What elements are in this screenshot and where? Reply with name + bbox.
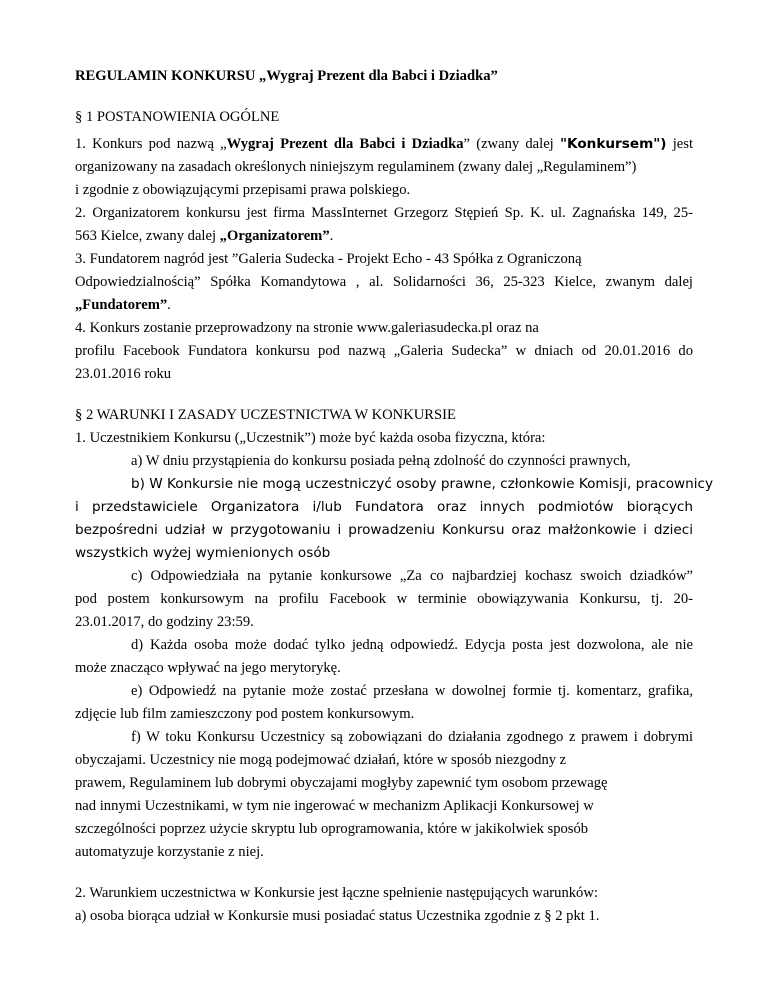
s1-p1-line3: i zgodnie z obowiązującymi przepisami prawa polskiego. — [75, 182, 411, 198]
s1-p2-line2 — [75, 226, 693, 246]
section-2-heading: § 2 WARUNKI I ZASADY UCZESTNICTWA W KONKURSIE — [75, 407, 456, 423]
s2-item-f-line2: obyczajami. Uczestnicy nie mogą podejmować działań, które w sposób niezgodny z — [75, 752, 567, 768]
s2-item-c-line2: pod postem konkursowym na profilu Facebook w terminie obowiązywania Konkursu, tj. 20- — [75, 591, 693, 607]
konkursem-bold: "Konkursem") — [559, 136, 667, 152]
s2-item-d-line1: d) Każda osoba może dodać tylko jedną odpowiedź. Edycja posta jest dozwolona, ale nie — [131, 637, 693, 653]
text-run: 563 Kielce, zwany dalej — [75, 228, 220, 244]
text-run: . — [329, 228, 334, 244]
s2-item-f-line1: f) W toku Konkursu Uczestnicy są zobowiązani do działania zgodnego z prawem i dobrymi — [131, 729, 693, 745]
s1-p4-line3: 23.01.2016 roku — [75, 366, 172, 382]
s1-p4-line1: 4. Konkurs zostanie przeprowadzony na stronie www.galeriasudecka.pl oraz na — [75, 320, 539, 336]
section-1-heading: § 1 POSTANOWIENIA OGÓLNE — [75, 109, 280, 125]
s2-item-b-line2: i przedstawiciele Organizatora i/lub Fundatora oraz innych podmiotów biorących — [75, 499, 693, 515]
s2-p1: 1. Uczestnikiem Konkursu („Uczestnik”) może być każda osoba fizyczna, która: — [75, 430, 546, 446]
s1-p4-line2: profilu Facebook Fundatora konkursu pod nazwą „Galeria Sudecka” w dniach od 20.01.2016 do — [75, 343, 693, 359]
s1-p3-line3 — [75, 295, 693, 315]
s1-p2-line1: 2. Organizatorem konkursu jest firma MassInternet Grzegorz Stępień Sp. K. ul. Zagnańska 149, 25- — [75, 205, 693, 221]
s1-p1-line2: organizowany na zasadach określonych niniejszym regulaminem (zwany dalej „Regulaminem”) — [75, 159, 637, 175]
text-run: jest — [666, 136, 693, 152]
s2-item-f-line5: szczególności poprzez użycie skryptu lub oprogramowania, które w jakikolwiek sposób — [75, 821, 589, 837]
document-title: REGULAMIN KONKURSU „Wygraj Prezent dla Babci i Dziadka” — [75, 68, 498, 84]
s2-item-b-line1: b) W Konkursie nie mogą uczestniczyć osoby prawne, członkowie Komisji, pracownicy — [131, 476, 714, 492]
s2-item-f-line3: prawem, Regulaminem lub dobrymi obyczajami mogłyby zapewnić tym osobom przewagę — [75, 775, 608, 791]
text-run: 1. Konkurs pod nazwą „ — [75, 136, 227, 152]
fundator-bold: „Fundatorem” — [75, 297, 168, 313]
s2-item-c-line3: 23.01.2017, do godziny 23:59. — [75, 614, 254, 630]
s2-p2: 2. Warunkiem uczestnictwa w Konkursie jest łączne spełnienie następujących warunków: — [75, 885, 598, 901]
s1-p3-line1: 3. Fundatorem nagród jest ”Galeria Sudecka - Projekt Echo - 43 Spółka z Ograniczoną — [75, 251, 582, 267]
s1-p3-line2: Odpowiedzialnością” Spółka Komandytowa , al. Solidarności 36, 25-323 Kielce, zwanym dalej — [75, 274, 693, 290]
s2-item-b-line3: bezpośredni udział w przygotowaniu i prowadzeniu Konkursu oraz małżonkowie i dzieci — [75, 522, 693, 538]
s2-item-a: a) W dniu przystąpienia do konkursu posiada pełną zdolność do czynności prawnych, — [131, 453, 631, 469]
s2-item-f-line6: automatyzuje korzystanie z niej. — [75, 844, 264, 860]
s2-item-f-line4: nad innymi Uczestnikami, w tym nie ingerować w mechanizm Aplikacji Konkursowej w — [75, 798, 594, 814]
s2-item-d-line2: może znacząco wpływać na jego merytorykę. — [75, 660, 341, 676]
contest-name-bold: Wygraj Prezent dla Babci i Dziadka — [226, 136, 464, 152]
s2-item-e-line1: e) Odpowiedź na pytanie może zostać przesłana w dowolnej formie tj. komentarz, grafika, — [131, 683, 693, 699]
s2-item-b-line4: wszystkich wyżej wymienionych osób — [75, 545, 331, 561]
s2-p2-item-a: a) osoba biorąca udział w Konkursie musi posiadać status Uczestnika zgodnie z § 2 pkt 1. — [75, 908, 600, 924]
organizator-bold: „Organizatorem” — [219, 228, 330, 244]
s2-item-c-line1: c) Odpowiedziała na pytanie konkursowe „Za co najbardziej kochasz swoich dziadków” — [131, 568, 693, 584]
text-run: . — [167, 297, 171, 313]
s2-item-e-line2: zdjęcie lub film zamieszczony pod postem konkursowym. — [75, 706, 415, 722]
text-run: ” (zwany dalej — [463, 136, 560, 152]
s1-p1-line1 — [75, 134, 693, 154]
